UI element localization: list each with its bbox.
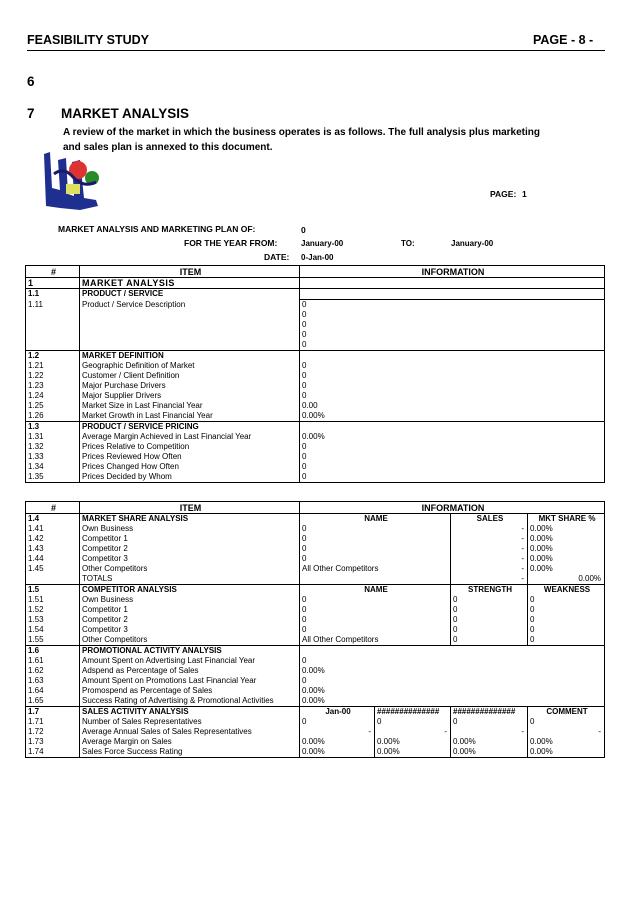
table-cell: 0.00: [300, 401, 605, 411]
table-row: [26, 432, 605, 442]
table-cell: 0.00%: [528, 737, 605, 747]
table-cell: Sales Force Success Rating: [80, 747, 300, 758]
table-cell: 0.00%: [300, 432, 605, 442]
section-row: [26, 422, 605, 433]
market-analysis-table: [25, 265, 605, 483]
table-cell: Competitor 2: [80, 615, 300, 625]
table-cell: 1: [26, 278, 80, 289]
table-cell: 1.52: [26, 605, 80, 615]
table-cell: WEAKNESS: [528, 585, 605, 596]
table-cell: ITEM: [80, 502, 300, 514]
table-cell: 0: [528, 615, 605, 625]
table-cell: Competitor 3: [80, 554, 300, 564]
table-row: [26, 401, 605, 411]
table-cell: -: [451, 534, 528, 544]
table-header-row: [26, 502, 605, 514]
table-row: [26, 666, 605, 676]
table-cell: SALES: [451, 514, 528, 525]
table-cell: 1.74: [26, 747, 80, 758]
table-cell: Amount Spent on Advertising Last Financial Year: [80, 656, 300, 666]
table-row: [26, 310, 605, 320]
table-cell: 0: [528, 635, 605, 646]
plan-of-label: MARKET ANALYSIS AND MARKETING PLAN OF:: [58, 224, 256, 234]
section-row: [26, 289, 605, 300]
table-cell: -: [451, 727, 528, 737]
table-cell: MARKET SHARE ANALYSIS: [80, 514, 300, 525]
table-cell: 0: [300, 554, 451, 564]
table-cell: All Other Competitors: [300, 564, 451, 574]
table-cell: 1.42: [26, 534, 80, 544]
table-cell: Competitor 1: [80, 605, 300, 615]
table-cell: Product / Service Description: [80, 300, 300, 311]
table-cell: 0: [451, 605, 528, 615]
table-cell: [300, 574, 451, 585]
table-row: [26, 320, 605, 330]
to-value: January-00: [451, 239, 494, 248]
section-row: [26, 585, 605, 596]
table-cell: 1.73: [26, 737, 80, 747]
table-cell: 0: [451, 595, 528, 605]
table-row: [26, 656, 605, 666]
table-cell: 0: [300, 310, 605, 320]
table-cell: 1.64: [26, 686, 80, 696]
table-cell: Success Rating of Advertising & Promotional Activities: [80, 696, 300, 707]
table-cell: 1.35: [26, 472, 80, 483]
table-cell: 1.25: [26, 401, 80, 411]
table-cell: 0: [300, 452, 605, 462]
table-cell: Own Business: [80, 595, 300, 605]
table-row: [26, 605, 605, 615]
form-page-value: 1: [522, 189, 527, 199]
table-cell: COMMENT: [528, 707, 605, 718]
table-cell: 1.24: [26, 391, 80, 401]
table-cell: Average Annual Sales of Sales Representatives: [80, 727, 300, 737]
col-item: ITEM: [80, 266, 300, 278]
date-label: DATE:: [264, 252, 290, 262]
table-cell: 0: [300, 330, 605, 340]
table-row: [26, 564, 605, 574]
table-row: [26, 340, 605, 351]
table-row: [26, 381, 605, 391]
col-information: INFORMATION: [300, 266, 605, 278]
table-cell: 0.00%: [375, 747, 451, 758]
table-row: [26, 554, 605, 564]
table-cell: SALES ACTIVITY ANALYSIS: [80, 707, 300, 718]
table-row: [26, 391, 605, 401]
table-cell: 1.7: [26, 707, 80, 718]
table-cell: 0: [528, 605, 605, 615]
table-cell: 0: [300, 391, 605, 401]
table-row: [26, 371, 605, 381]
table-cell: [80, 340, 300, 351]
table-row: [26, 300, 605, 311]
table-cell: 1.54: [26, 625, 80, 635]
table-cell: 0: [528, 595, 605, 605]
intro-line-1: A review of the market in which the business operates is as follows. The full analysis plus marketing: [63, 127, 540, 138]
table-cell: NAME: [300, 585, 451, 596]
table-cell: Other Competitors: [80, 635, 300, 646]
table-cell: 0.00%: [300, 737, 375, 747]
col-hash: #: [26, 266, 80, 278]
section-row: [26, 514, 605, 525]
table-cell: [26, 330, 80, 340]
table-cell: 0: [451, 635, 528, 646]
table-cell: 0: [300, 361, 605, 371]
table-cell: [80, 320, 300, 330]
table-row: [26, 717, 605, 727]
table-cell: Prices Changed How Often: [80, 462, 300, 472]
table-cell: 1.63: [26, 676, 80, 686]
table-cell: Average Margin on Sales: [80, 737, 300, 747]
table-row: [26, 595, 605, 605]
table-cell: ##############: [451, 707, 528, 718]
table-cell: 0: [300, 524, 451, 534]
table-cell: [80, 310, 300, 320]
table-cell: 1.5: [26, 585, 80, 596]
table-cell: 1.21: [26, 361, 80, 371]
year-from-label: FOR THE YEAR FROM:: [184, 238, 278, 248]
table-row: [26, 442, 605, 452]
table-cell: 1.4: [26, 514, 80, 525]
table-cell: MARKET DEFINITION: [80, 351, 300, 362]
table-cell: 1.41: [26, 524, 80, 534]
table-cell: 0.00%: [451, 747, 528, 758]
table-cell: 1.31: [26, 432, 80, 442]
section-row: [26, 278, 605, 289]
table-cell: [300, 646, 605, 657]
table-cell: 1.53: [26, 615, 80, 625]
table-cell: PRODUCT / SERVICE: [80, 289, 300, 300]
table-row: [26, 472, 605, 483]
page-number: PAGE - 8 -: [533, 33, 594, 47]
table-row: [26, 361, 605, 371]
table-cell: 1.61: [26, 656, 80, 666]
table-cell: NAME: [300, 514, 451, 525]
table-cell: -: [300, 727, 375, 737]
table-cell: 0.00%: [300, 686, 605, 696]
table-cell: -: [375, 727, 451, 737]
table-cell: All Other Competitors: [300, 635, 451, 646]
section-row: [26, 351, 605, 362]
table-cell: 0.00%: [528, 534, 605, 544]
section-7-number: 7: [27, 106, 35, 121]
table-row: [26, 411, 605, 422]
table-cell: Customer / Client Definition: [80, 371, 300, 381]
table-cell: 1.34: [26, 462, 80, 472]
table-cell: #: [26, 502, 80, 514]
table-row: [26, 747, 605, 758]
table-cell: 1.45: [26, 564, 80, 574]
table-cell: 1.65: [26, 696, 80, 707]
table-cell: 0: [300, 462, 605, 472]
section-6-number: 6: [27, 74, 35, 89]
table-cell: INFORMATION: [300, 502, 605, 514]
section-row: [26, 707, 605, 718]
table-row: [26, 686, 605, 696]
table-cell: 0.00%: [528, 574, 605, 585]
table-row: [26, 727, 605, 737]
table-cell: [26, 320, 80, 330]
date-value: 0-Jan-00: [301, 253, 334, 262]
table-cell: 1.26: [26, 411, 80, 422]
table-cell: 0: [300, 472, 605, 483]
table-row: [26, 737, 605, 747]
company-logo: [40, 148, 108, 214]
table-cell: Adspend as Percentage of Sales: [80, 666, 300, 676]
table-row: [26, 534, 605, 544]
table-cell: 1.23: [26, 381, 80, 391]
table-cell: 0: [300, 595, 451, 605]
table-cell: [26, 574, 80, 585]
table-row: [26, 676, 605, 686]
table-cell: 0: [300, 717, 375, 727]
table-cell: 0: [451, 625, 528, 635]
table-cell: 1.2: [26, 351, 80, 362]
table-cell: Average Margin Achieved in Last Financial Year: [80, 432, 300, 442]
table-cell: Promospend as Percentage of Sales: [80, 686, 300, 696]
table-cell: 0.00%: [300, 411, 605, 422]
table-cell: 0.00%: [528, 524, 605, 534]
market-detail-table: [25, 501, 605, 758]
table-cell: 0.00%: [300, 666, 605, 676]
table-cell: 0: [300, 605, 451, 615]
intro-line-2: and sales plan is annexed to this document.: [63, 142, 273, 153]
table-cell: 0: [300, 615, 451, 625]
table-cell: Market Size in Last Financial Year: [80, 401, 300, 411]
table-row: [26, 615, 605, 625]
table-cell: -: [451, 554, 528, 564]
table-cell: COMPETITOR ANALYSIS: [80, 585, 300, 596]
table-cell: [26, 340, 80, 351]
table-cell: 1.43: [26, 544, 80, 554]
plan-of-value: 0: [301, 225, 306, 235]
table-cell: Competitor 2: [80, 544, 300, 554]
table-cell: 0.00%: [528, 554, 605, 564]
table-cell: -: [451, 574, 528, 585]
table-cell: 0: [451, 717, 528, 727]
table-cell: Competitor 1: [80, 534, 300, 544]
table-cell: Geographic Definition of Market: [80, 361, 300, 371]
table-cell: 1.32: [26, 442, 80, 452]
table-cell: PROMOTIONAL ACTIVITY ANALYSIS: [80, 646, 300, 657]
table-cell: 1.71: [26, 717, 80, 727]
table-cell: 1.62: [26, 666, 80, 676]
table-cell: 0: [300, 544, 451, 554]
year-from-value: January-00: [301, 239, 344, 248]
table-row: [26, 330, 605, 340]
table-cell: 0: [300, 656, 605, 666]
table-cell: 0: [300, 340, 605, 351]
table-cell: 0.00%: [300, 747, 375, 758]
table-cell: -: [451, 564, 528, 574]
table-cell: 0.00%: [528, 564, 605, 574]
table-row: [26, 625, 605, 635]
table-cell: Major Purchase Drivers: [80, 381, 300, 391]
table-cell: Number of Sales Representatives: [80, 717, 300, 727]
section-row: [26, 646, 605, 657]
table-cell: [80, 330, 300, 340]
table-row: [26, 524, 605, 534]
table-cell: 1.44: [26, 554, 80, 564]
table-header-row: [26, 266, 605, 278]
table-cell: Prices Decided by Whom: [80, 472, 300, 483]
table-cell: 0: [300, 371, 605, 381]
table-cell: 1.3: [26, 422, 80, 433]
table-cell: 1.1: [26, 289, 80, 300]
table-cell: 0: [375, 717, 451, 727]
table-cell: 1.72: [26, 727, 80, 737]
table-cell: 0.00%: [375, 737, 451, 747]
table-cell: 0.00%: [528, 544, 605, 554]
table-cell: MKT SHARE %: [528, 514, 605, 525]
table-row: [26, 635, 605, 646]
table-cell: 1.51: [26, 595, 80, 605]
table-cell: 0: [300, 676, 605, 686]
table-cell: 0: [528, 625, 605, 635]
table-cell: -: [528, 727, 605, 737]
document-title: FEASIBILITY STUDY: [27, 33, 150, 47]
table-row: [26, 452, 605, 462]
table-cell: 0: [300, 625, 451, 635]
table-cell: 0.00%: [300, 696, 605, 707]
to-label: TO:: [401, 239, 415, 248]
table-cell: 1.22: [26, 371, 80, 381]
table-cell: [26, 310, 80, 320]
table-cell: 0: [300, 442, 605, 452]
table-cell: Prices Reviewed How Often: [80, 452, 300, 462]
table-cell: 0: [300, 534, 451, 544]
table-cell: -: [451, 524, 528, 534]
table-cell: MARKET ANALYSIS: [80, 278, 300, 289]
table-cell: ##############: [375, 707, 451, 718]
table-cell: 0.00%: [451, 737, 528, 747]
table-cell: 1.33: [26, 452, 80, 462]
table-cell: Jan-00: [300, 707, 375, 718]
totals-row: [26, 574, 605, 585]
table-cell: 0.00%: [528, 747, 605, 758]
table-cell: 1.6: [26, 646, 80, 657]
header-rule: [27, 50, 605, 51]
table-row: [26, 696, 605, 707]
table-cell: 0: [300, 381, 605, 391]
table-cell: TOTALS: [80, 574, 300, 585]
table-cell: 1.11: [26, 300, 80, 311]
table-cell: Major Supplier Drivers: [80, 391, 300, 401]
table-cell: Own Business: [80, 524, 300, 534]
table-row: [26, 462, 605, 472]
table-cell: 0: [528, 717, 605, 727]
section-7-title: MARKET ANALYSIS: [61, 106, 190, 121]
table-row: [26, 544, 605, 554]
table-cell: Prices Relative to Competition: [80, 442, 300, 452]
table-cell: 0: [451, 615, 528, 625]
table-cell: Amount Spent on Promotions Last Financial Year: [80, 676, 300, 686]
table-cell: PRODUCT / SERVICE PRICING: [80, 422, 300, 433]
table-cell: 0: [300, 300, 605, 311]
form-page-label: PAGE:: [490, 189, 517, 199]
table-cell: Other Competitors: [80, 564, 300, 574]
table-cell: 1.55: [26, 635, 80, 646]
table-cell: -: [451, 544, 528, 554]
table-cell: STRENGTH: [451, 585, 528, 596]
table-cell: 0: [300, 320, 605, 330]
table-cell: Competitor 3: [80, 625, 300, 635]
table-cell: Market Growth in Last Financial Year: [80, 411, 300, 422]
